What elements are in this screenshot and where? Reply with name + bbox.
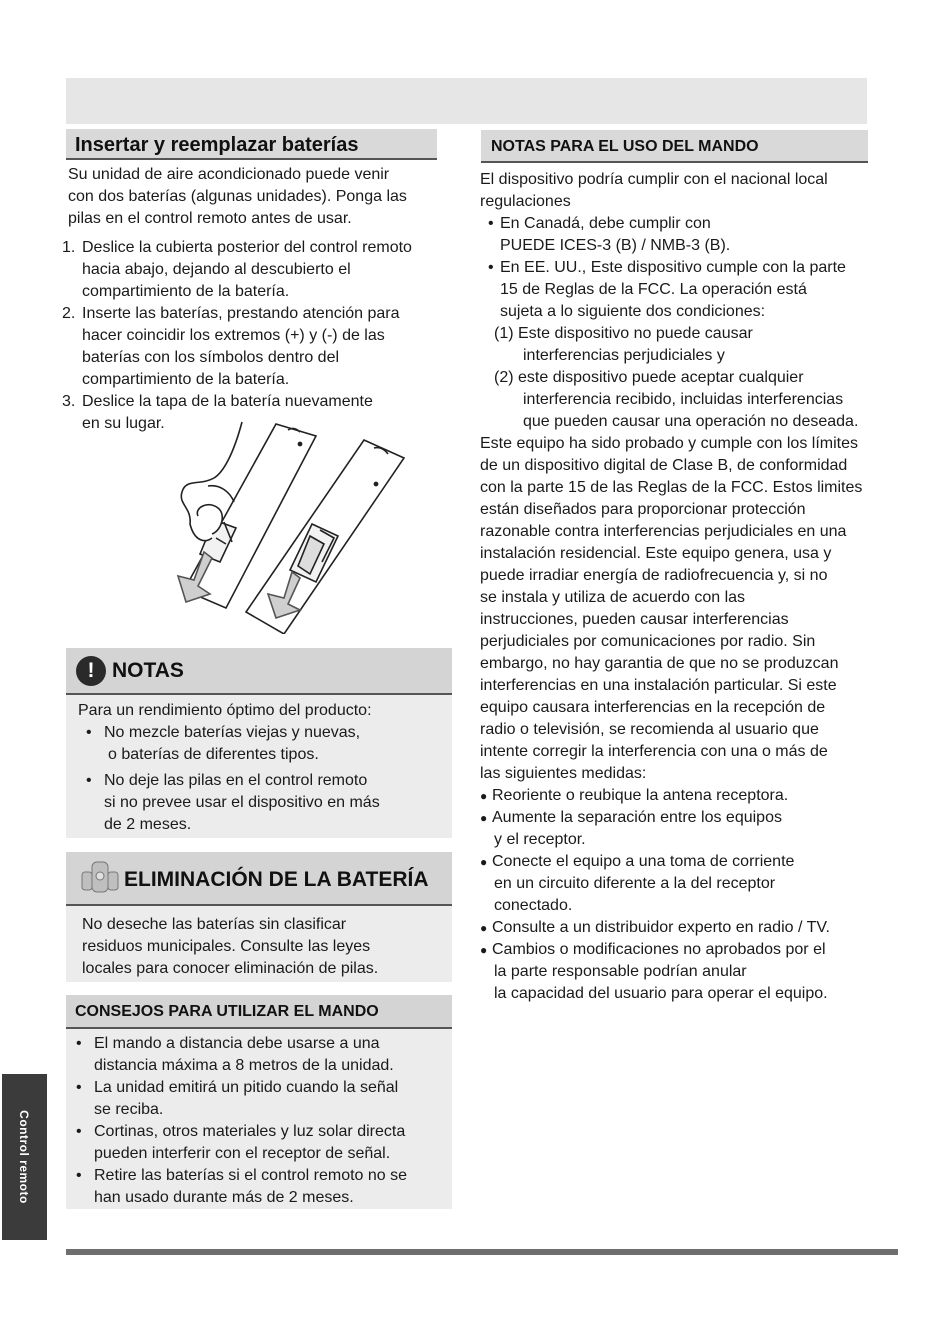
list-item: • En Canadá, debe cumplir con PUEDE ICES-3 (B) / NMB-3 (B).: [480, 213, 900, 257]
insert-intro: Su unidad de aire acondicionado puede venir con dos baterías (algunas unidades). Ponga las pilas en el control remoto antes de usar.: [68, 166, 407, 227]
insert-steps-list: [62, 237, 447, 435]
tips-list: [68, 1033, 450, 1209]
usage-notes-content: El dispositivo podría cumplir con el nacional local regulaciones • En Canadá, debe cumplir con PUEDE ICES-3 (B) / NMB-3 (B). • En EE. UU., Este dispositivo cumple con la parte 15 de Reglas de la FCC. La operación está sujeta a lo siguiente dos condiciones: (1) Este dispositivo no puede causar interferencias perjudiciales y (2) este dispositivo puede aceptar cualquier interferencia recibido, incluidas interferencias que pueden causar una operación no deseada. Este equipo ha sido probado y cumple con los límites de un dispositivo digital de Clase B, de conformidad con la parte 15 de las Reglas de la FCC. Estos limites están diseñados para proporcionar protección razonable contra interferencias perjudiciales en una instalación residencial. Este equipo genera, usa y puede irradiar energía de radiofrecuencia y, si no se instala y utiliza de acuerdo con las instrucciones, pueden causar interferencias perjudiciales por comunicaciones por radio. Sin embargo, no hay garantia de que no se produzcan interferencias en una instalación particular. Si este equipo causara interferencias en la recepción de radio o televisión, se recomienda al usuario que intente corregir la interferencia con una o más de las siguientes medidas: ● Reoriente o reubique la antena receptora. ● Aumente la separación entre los equipos y el receptor. ● Conecte el equipo a una toma de corriente en un circuito diferente a la del receptor conectado. ● Consulte a un distribuidor experto en radio / TV. ● Cambios o modificaciones no aprobados por el la parte responsable podrían anular la capacidad del usuario para operar el equipo.: [480, 169, 900, 1005]
notes-header: [66, 648, 452, 695]
fcc-body-text: Este equipo ha sido probado y cumple con los límites de un dispositivo digital de Clase B, de conformidad con la parte 15 de las Reglas de la FCC. Estos limites están diseñados para proporcionar protección razonable contra interferencias perjudiciales en una instalación residencial. Este equipo genera, usa y puede irradiar energía de radiofrecuencia y, si no se instala y utiliza de acuerdo con las instrucciones, pueden causar interferencias perjudiciales por comunicaciones por radio. Sin embargo, no hay garantia de que no se produzcan interferencias en una instalación particular. Si este equipo causara interferencias en la recepción de radio o televisión, se recomienda al usuario que intente corregir la interferencia con una o más de las siguientes medidas:: [480, 435, 863, 782]
list-item: • No deje las pilas en el control remoto si no prevee usar el dispositivo en más de 2 meses.: [78, 770, 444, 836]
step-item: 2. Inserte las baterías, prestando atención para hacer coincidir los extremos (+) y (-) de las baterías con los símbolos dentro del compartimiento de la batería.: [62, 305, 400, 388]
list-item: • En EE. UU., Este dispositivo cumple con la parte 15 de Reglas de la FCC. La operación está sujeta a lo siguiente dos condiciones:: [480, 257, 900, 323]
battery-insertion-illustration: [164, 412, 414, 634]
disposal-header: [66, 852, 452, 906]
disposal-text: No deseche las baterías sin clasificar residuos municipales. Consulte las leyes locales para conocer eliminación de pilas.: [82, 916, 379, 977]
step-item: 1. Deslice la cubierta posterior del control remoto hacia abajo, dejando al descubierto el compartimiento de la batería.: [62, 239, 412, 300]
list-item: ● Conecte el equipo a una toma de corriente: [480, 851, 900, 873]
tips-title: CONSEJOS PARA UTILIZAR EL MANDO: [66, 995, 452, 1029]
exclamation-icon: !: [76, 656, 106, 686]
usage-notes-heading: NOTAS PARA EL USO DEL MANDO: [481, 130, 868, 163]
list-item: ● Cambios o modificaciones no aprobados por el: [480, 939, 900, 961]
measures-list: ● Reoriente o reubique la antena receptora. ● Aumente la separación entre los equipos y el receptor. ● Conecte el equipo a una toma de corriente en un circuito diferente a la del receptor conectado. ● Consulte a un distribuidor experto en radio / TV. ● Cambios o modificaciones no aprobados por el la parte responsable podrían anular la capacidad del usuario para operar el equipo.: [480, 785, 900, 1005]
notes-box: [66, 648, 452, 838]
remote-tips-box: [66, 995, 452, 1209]
tips-content: [68, 1033, 450, 1209]
list-item: • El mando a distancia debe usarse a una distancia máxima a 8 metros de la unidad.: [68, 1033, 450, 1077]
footer-rule: [66, 1249, 898, 1255]
section-side-tab: Control remoto: [2, 1074, 47, 1240]
header-bar: [66, 78, 867, 124]
notes-content: Para un rendimiento óptimo del producto: • No mezcle baterías viejas y nuevas, o baterías de diferentes tipos. • No deje las pilas en el control remoto si no prevee usar el dispositivo en más de 2 meses.: [78, 700, 444, 836]
list-item: • La unidad emitirá un pitido cuando la señal se reciba.: [68, 1077, 450, 1121]
battery-disposal-box: [66, 852, 452, 982]
notes-title: NOTAS: [112, 659, 184, 682]
list-item: ● Consulte a un distribuidor experto en radio / TV.: [480, 917, 900, 939]
list-item: ● Reoriente o reubique la antena receptora.: [480, 785, 900, 807]
list-item: • Cortinas, otros materiales y luz solar directa pueden interferir con el receptor de señal.: [68, 1121, 450, 1165]
notes-list: [78, 722, 444, 836]
list-item: • Retire las baterías si el control remoto no se han usado durante más de 2 meses.: [68, 1165, 450, 1209]
list-item: ● Aumente la separación entre los equipos: [480, 807, 900, 829]
recycle-disposal-icon: [78, 858, 124, 900]
disposal-title: ELIMINACIÓN DE LA BATERÍA: [124, 868, 429, 891]
step-item: 3. Deslice la tapa de la batería nuevamente en su lugar.: [62, 393, 373, 432]
list-item: • No mezcle baterías viejas y nuevas, o baterías de diferentes tipos.: [78, 722, 444, 766]
region-list: [480, 213, 900, 323]
insert-batteries-heading: Insertar y reemplazar baterías: [66, 129, 437, 160]
